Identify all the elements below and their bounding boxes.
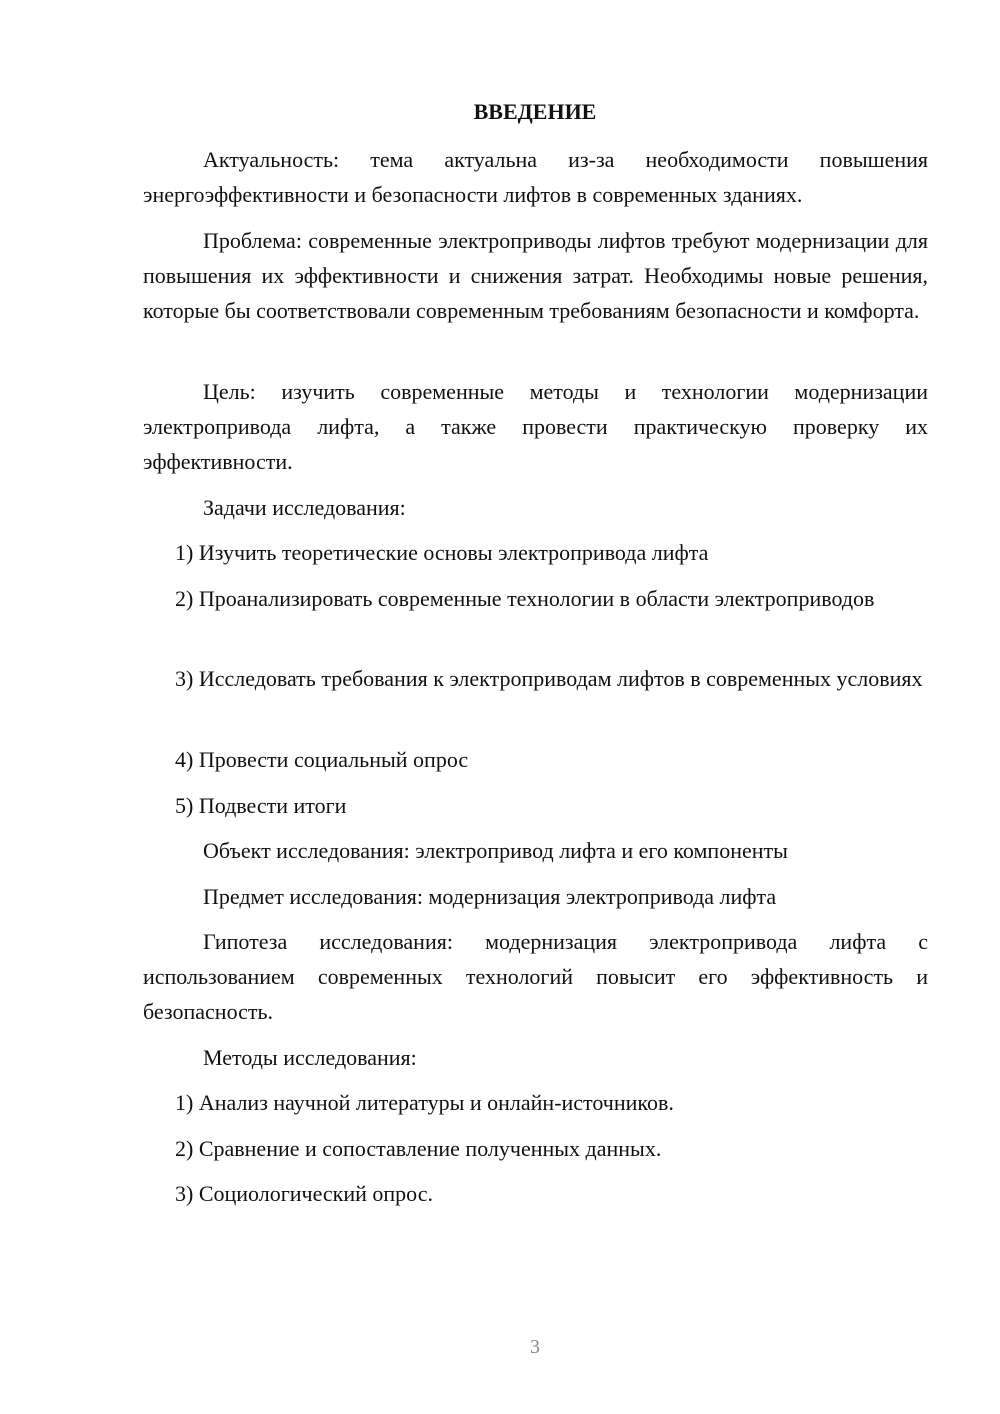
goal-paragraph-block [143, 374, 928, 479]
task-2: 2) Проанализировать современные технологии в области электроприводов [175, 586, 875, 611]
task-list-item [143, 788, 928, 823]
hypothesis-paragraph-block [143, 924, 928, 1029]
methods-heading: Методы исследования: [203, 1045, 417, 1070]
hypothesis-paragraph: Гипотеза исследования: модернизация электропривода лифта с использованием современных технологий повысит его эффективность и безопасность. [143, 929, 928, 1024]
problem-paragraph: Проблема: современные электроприводы лифтов требуют модернизации для повышения их эффективности и снижения затрат. Необходимы новые решения, которые бы соответствовали современным требованиям безопасности и комфорта. [143, 228, 928, 323]
task-5: 5) Подвести итоги [175, 793, 347, 818]
task-4: 4) Провести социальный опрос [175, 747, 469, 772]
method-1: 1) Анализ научной литературы и онлайн-источников. [175, 1090, 674, 1115]
object-paragraph-block [143, 833, 928, 868]
problem-paragraph-block [143, 223, 928, 328]
method-3: 3) Социологический опрос. [175, 1181, 433, 1206]
method-list-item [143, 1131, 928, 1166]
task-1: 1) Изучить теоретические основы электропривода лифта [175, 540, 709, 565]
page-number: 3 [530, 1336, 540, 1358]
methods-heading-block [143, 1040, 928, 1075]
task-list-item [143, 661, 928, 696]
subject-paragraph-block [143, 879, 928, 914]
section-heading: ВВЕДЕНИЕ [473, 99, 597, 124]
method-list-item [143, 1085, 928, 1120]
task-list-item [143, 742, 928, 777]
object-paragraph: Объект исследования: электропривод лифта и его компоненты [203, 838, 788, 863]
tasks-heading: Задачи исследования: [203, 495, 406, 520]
task-list-item [143, 535, 928, 570]
method-list-item [143, 1176, 928, 1211]
subject-paragraph: Предмет исследования: модернизация электропривода лифта [203, 884, 777, 909]
relevance-paragraph: Актуальность: тема актуальна из-за необходимости повышения энергоэффективности и безопасности лифтов в современных зданиях. [143, 147, 928, 207]
tasks-heading-block [143, 490, 928, 525]
goal-paragraph: Цель: изучить современные методы и технологии модернизации электропривода лифта, а также провести практическую проверку их эффективности. [143, 379, 928, 474]
task-list-item [143, 581, 928, 616]
method-2: 2) Сравнение и сопоставление полученных данных. [175, 1136, 662, 1161]
task-3: 3) Исследовать требования к электроприводам лифтов в современных условиях [175, 666, 923, 691]
relevance-paragraph-block [143, 142, 928, 212]
